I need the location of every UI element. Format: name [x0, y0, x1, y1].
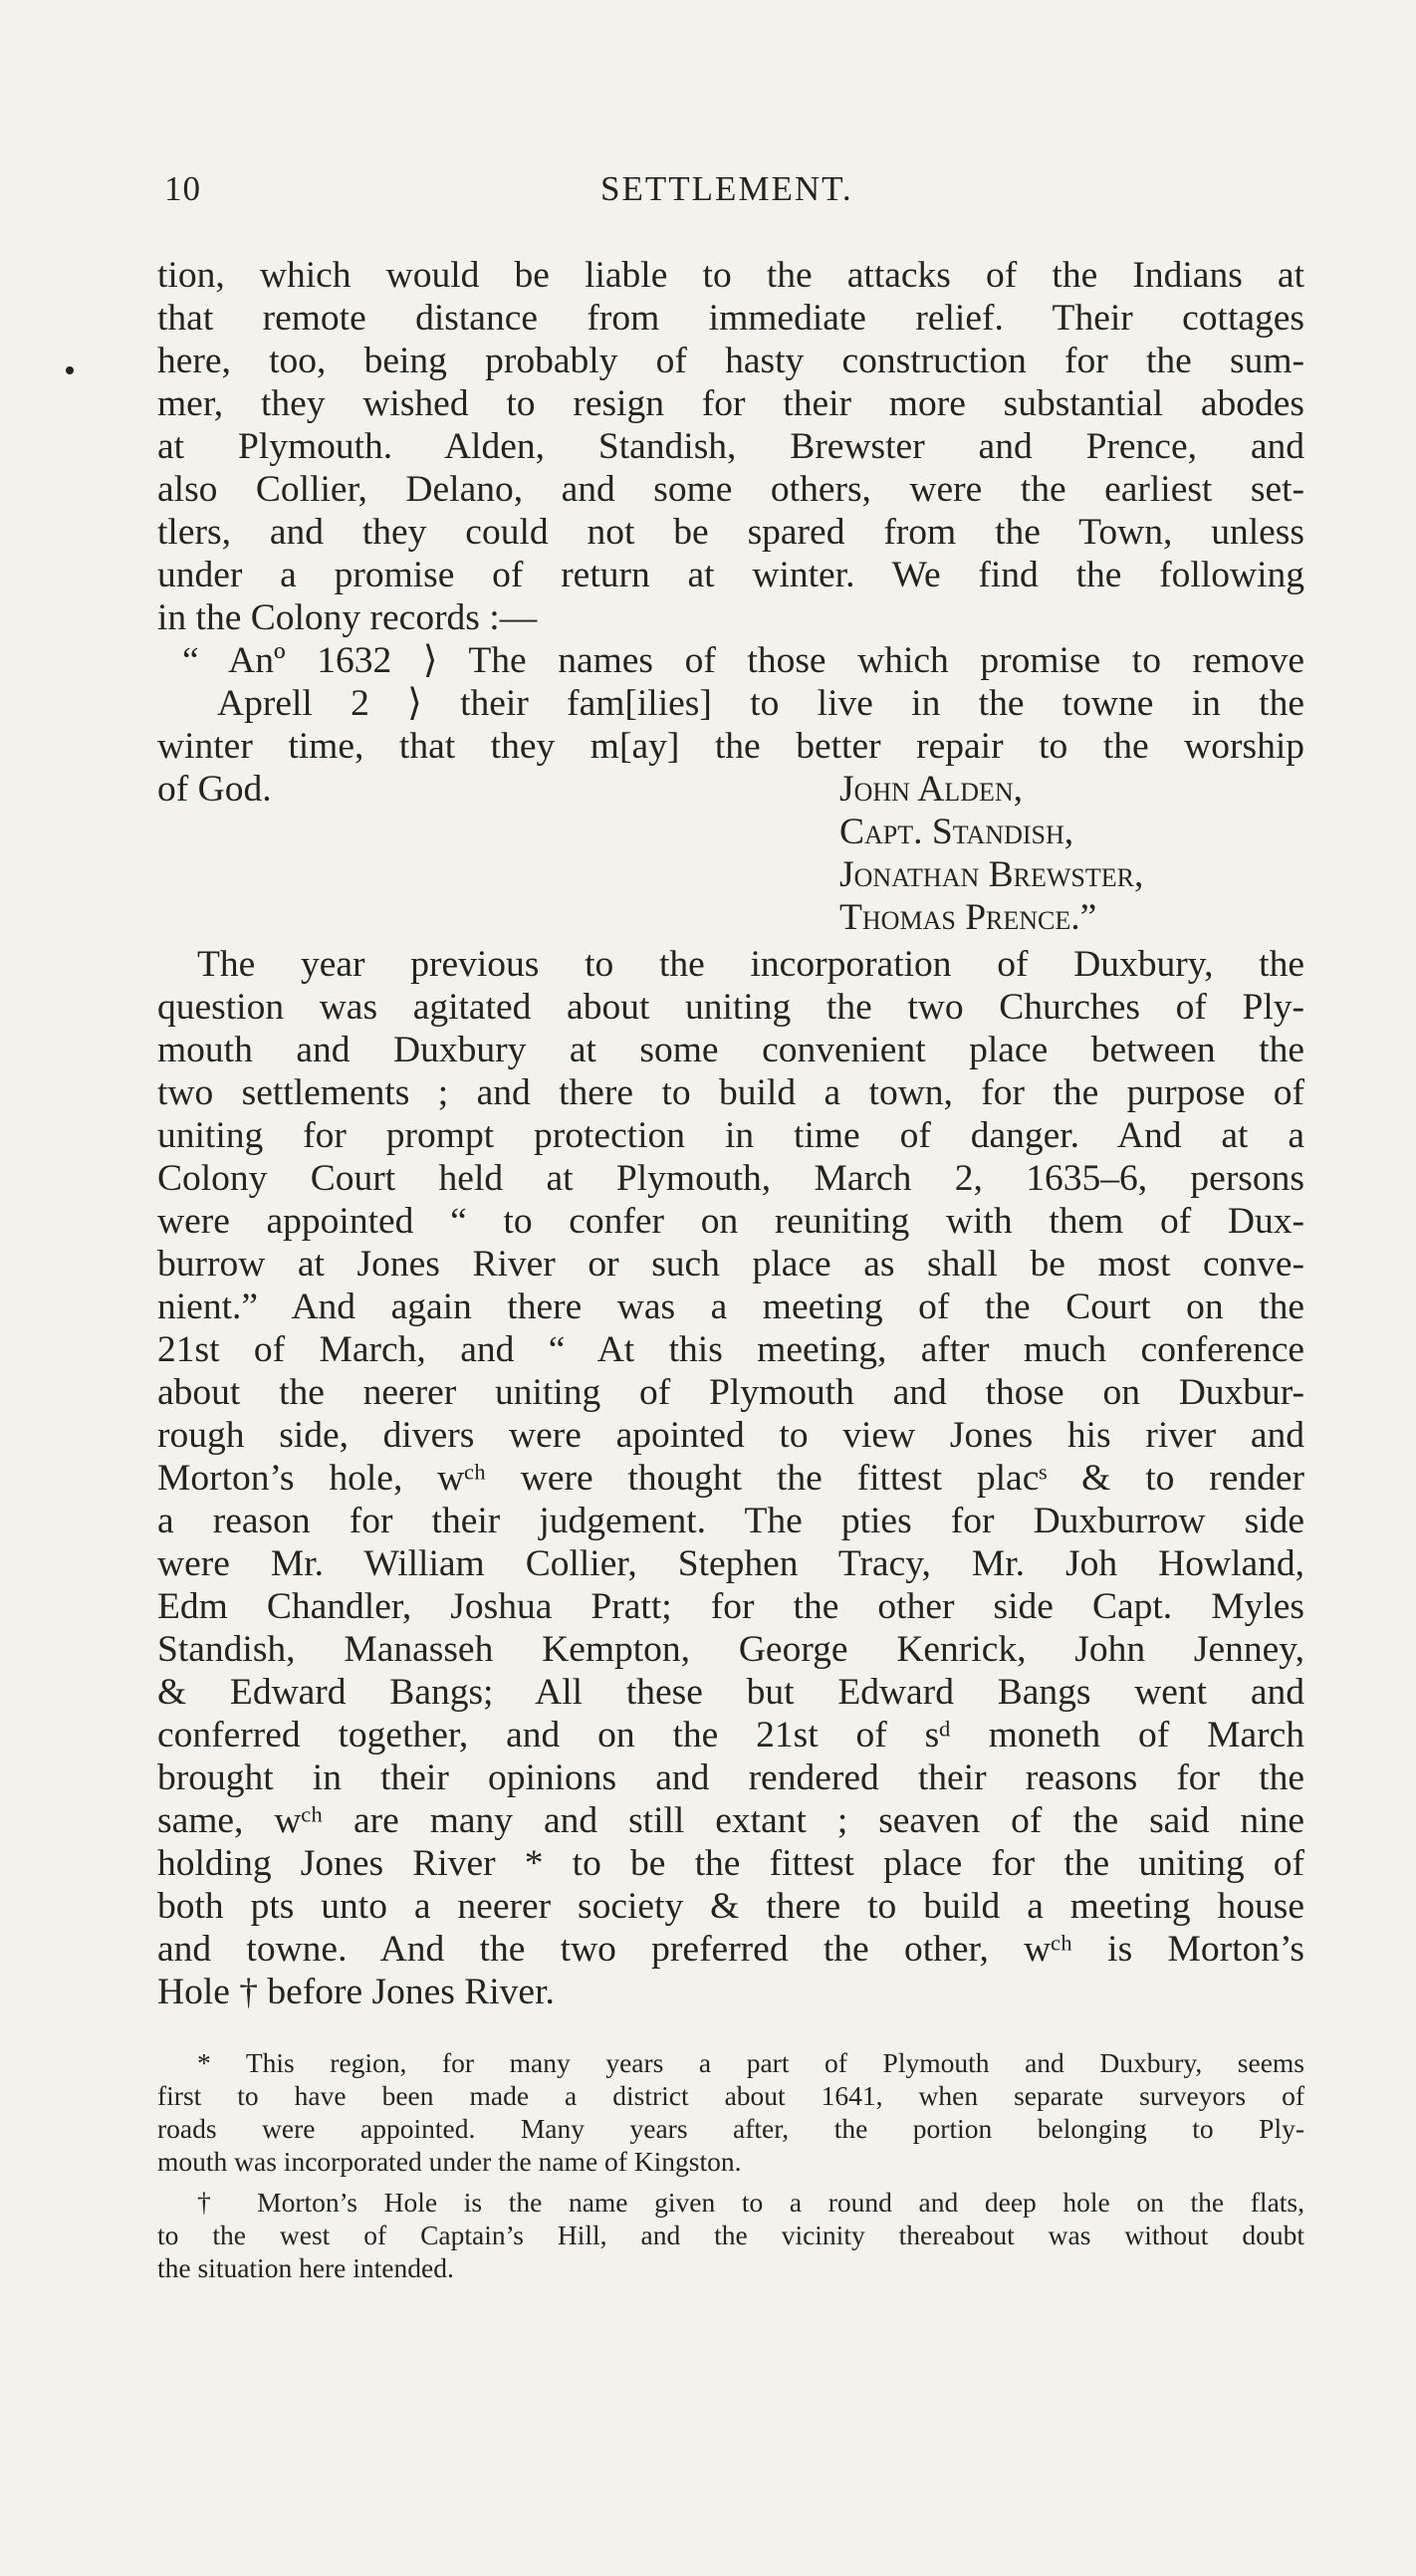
text-line: mouth and Duxbury at some convenient place between the — [157, 1030, 1304, 1070]
text-line: Standish, Manasseh Kempton, George Kenrick, John Jenney, — [157, 1629, 1304, 1670]
text-line: The year previous to the incorporation of Duxbury, the — [197, 944, 1304, 985]
text-line: Hole † before Jones River. — [157, 1972, 555, 2012]
text-line: rough side, divers were apointed to view Jones his river and — [157, 1415, 1304, 1456]
quote-last-line — [157, 768, 1304, 811]
text-line: under a promise of return at winter. We find the following — [157, 555, 1304, 595]
paragraph-1 — [157, 254, 1304, 639]
footnote-1 — [157, 2046, 1304, 2178]
footnotes — [157, 2046, 1304, 2284]
text-line: tlers, and they could not be spared from the Town, unless — [157, 512, 1304, 553]
signer: John Alden, — [839, 769, 1024, 810]
running-head: SETTLEMENT. — [600, 169, 853, 208]
text-line: a reason for their judgement. The pties for Duxburrow side — [157, 1501, 1304, 1541]
text-line: mer, they wished to resign for their more substantial abodes — [157, 383, 1304, 424]
body-text — [157, 254, 1304, 2013]
text-line: uniting for prompt protection in time of danger. And at a — [157, 1115, 1304, 1156]
footnote-line: first to have been made a district about 1641, when separate surveyors of — [157, 2080, 1304, 2111]
text-line: Aprell 2 ⟩ their fam[ilies] to live in the towne in the — [217, 683, 1304, 724]
text-line: of God. — [157, 769, 272, 810]
text-line: here, too, being probably of hasty construction for the sum- — [157, 341, 1304, 381]
text-line: same, wᶜʰ are many and still extant ; seaven of the said nine — [157, 1800, 1304, 1841]
text-line: winter time, that they m[ay] the better repair to the worship — [157, 726, 1304, 767]
text-line: “ Anº 1632 ⟩ The names of those which promise to remove — [182, 640, 1304, 681]
page-number: 10 — [164, 169, 201, 208]
text-line: two settlements ; and there to build a town, for the purpose of — [157, 1072, 1304, 1113]
text-line: brought in their opinions and rendered their reasons for the — [157, 1757, 1304, 1798]
page-header — [164, 169, 1359, 219]
text-line: conferred together, and on the 21st of sᵈ moneth of March — [157, 1715, 1304, 1756]
footnote-line: mouth was incorporated under the name of Kingston. — [157, 2146, 742, 2177]
text-line: holding Jones River * to be the fittest place for the uniting of — [157, 1843, 1304, 1884]
text-line: in the Colony records :— — [157, 597, 538, 638]
text-line: and towne. And the two preferred the other, wᶜʰ is Morton’s — [157, 1929, 1304, 1970]
text-line: were appointed “ to confer on reuniting with them of Dux- — [157, 1201, 1304, 1242]
text-line: nient.” And again there was a meeting of the Court on the — [157, 1287, 1304, 1327]
text-line: Morton’s hole, wᶜʰ were thought the fittest placˢ & to render — [157, 1458, 1304, 1499]
footnote-line: to the west of Captain’s Hill, and the vicinity thereabout was without doubt — [157, 2220, 1304, 2250]
footnote-line: the situation here intended. — [157, 2252, 454, 2283]
text-line: 21st of March, and “ At this meeting, after much conference — [157, 1329, 1304, 1370]
text-line: Colony Court held at Plymouth, March 2, 1635–6, persons — [157, 1158, 1304, 1199]
text-line: burrow at Jones River or such place as shall be most conve- — [157, 1244, 1304, 1285]
footnote-2 — [157, 2186, 1304, 2284]
signer: Thomas Prence.” — [839, 897, 1097, 938]
text-line: also Collier, Delano, and some others, were the earliest set- — [157, 469, 1304, 510]
colony-record-quote — [157, 639, 1304, 939]
text-line: at Plymouth. Alden, Standish, Brewster and Prence, and — [157, 426, 1304, 467]
text-line: question was agitated about uniting the two Churches of Ply- — [157, 987, 1304, 1028]
text-line: that remote distance from immediate relief. Their cottages — [157, 298, 1304, 339]
text-line: were Mr. William Collier, Stephen Tracy, Mr. Joh Howland, — [157, 1543, 1304, 1584]
text-line: tion, which would be liable to the attacks of the Indians at — [157, 255, 1304, 296]
signer-list — [157, 811, 1304, 939]
footnote-line: * This region, for many years a part of Plymouth and Duxbury, seems — [197, 2047, 1304, 2078]
text-line: & Edward Bangs; All these but Edward Bangs went and — [157, 1672, 1304, 1713]
text-line: Edm Chandler, Joshua Pratt; for the other side Capt. Myles — [157, 1586, 1304, 1627]
footnote-line: roads were appointed. Many years after, the portion belonging to Ply- — [157, 2113, 1304, 2144]
text-line: both pts unto a neerer society & there to build a meeting house — [157, 1886, 1304, 1927]
footnote-line: † Morton’s Hole is the name given to a round and deep hole on the flats, — [197, 2187, 1304, 2218]
text-line: about the neerer uniting of Plymouth and those on Duxbur- — [157, 1372, 1304, 1413]
signer: Jonathan Brewster, — [839, 854, 1144, 895]
signer: Capt. Standish, — [839, 812, 1074, 852]
margin-dot — [66, 366, 74, 374]
paragraph-2 — [157, 943, 1304, 2013]
